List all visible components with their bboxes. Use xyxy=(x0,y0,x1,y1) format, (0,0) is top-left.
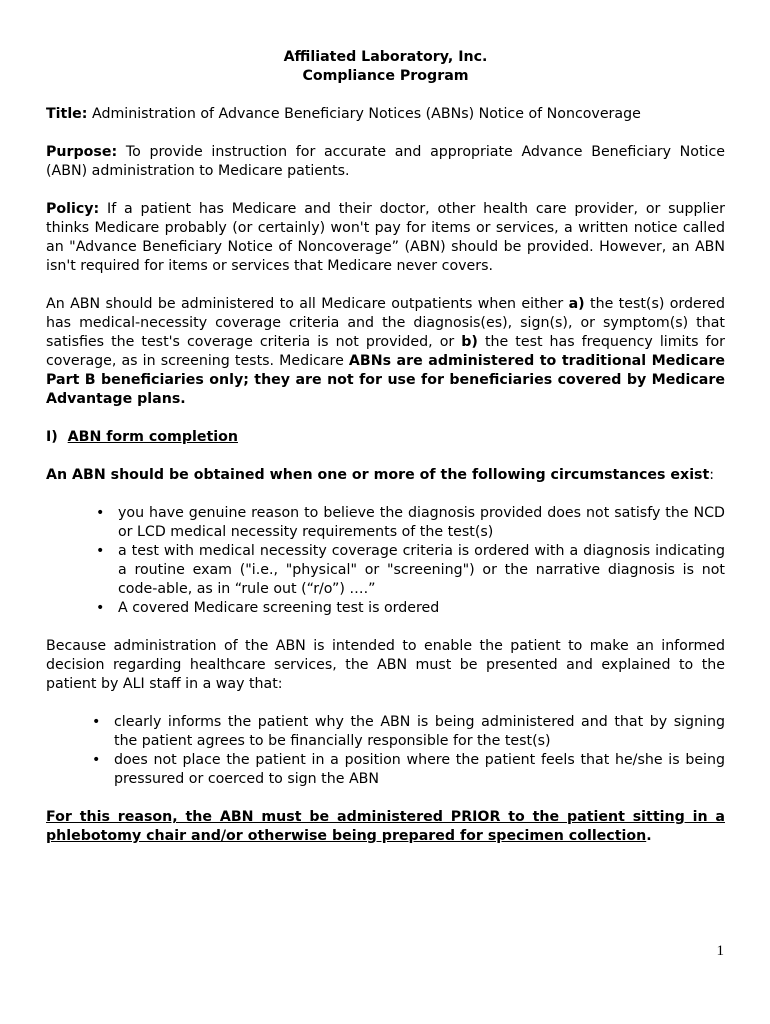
purpose-label: Purpose: xyxy=(46,144,118,160)
conclusion-period: . xyxy=(646,828,652,844)
abn-bold-text: ABNs are administered to traditional Medicare Part B beneficiaries only; they are not for use for beneficiaries covered by Medicare Advantage plans. xyxy=(46,353,726,407)
because-paragraph: Because administration of the ABN is intended to enable the patient to make an informed decision regarding healthcare services, the ABN must be presented and explained to the patient by ALI staff in a way that: xyxy=(46,638,725,692)
abn-text-1: An ABN should be administered to all Medicare outpatients when either xyxy=(46,296,564,312)
section-heading xyxy=(46,428,725,447)
abn-b-label: b) xyxy=(461,334,478,350)
section-number: I) xyxy=(46,429,58,445)
title-line xyxy=(46,105,725,124)
circumstances-colon: : xyxy=(709,467,715,483)
list-item: • A covered Medicare screening test is ordered xyxy=(118,599,725,618)
page-number: 1 xyxy=(716,943,724,959)
circumstances-list xyxy=(46,504,725,618)
abn-text-3: the test has frequency limits for coverage, as in screening tests. Medicare xyxy=(46,334,726,369)
title-label: Title: xyxy=(46,106,88,122)
title-text: Administration of Advance Beneficiary Notices (ABNs) Notice of Noncoverage xyxy=(92,106,641,122)
list-item: • a test with medical necessity coverage criteria is ordered with a diagnosis indicating a routine exam ("i.e., "physical" or "screening") or the narrative diagnosis is not code-able, as in “rule out (“r/o”) ….” xyxy=(118,542,725,599)
abn-a-label: a) xyxy=(568,296,585,312)
purpose-text: To provide instruction for accurate and appropriate Advance Beneficiary Notice (ABN) administration to Medicare patients. xyxy=(46,144,725,179)
abn-text-2: the test(s) ordered has medical-necessity coverage criteria and the diagnosis(es), sign(s), or symptom(s) that satisfies the test's coverage criteria is not provided, or xyxy=(46,296,725,350)
circumstances-lead xyxy=(46,466,725,485)
conclusion-paragraph xyxy=(46,808,725,846)
purpose-paragraph xyxy=(46,143,725,181)
org-name: Affiliated Laboratory, Inc. xyxy=(283,49,488,65)
policy-paragraph xyxy=(46,200,725,276)
manner-list xyxy=(46,713,725,789)
abn-paragraph xyxy=(46,295,725,409)
policy-label: Policy: xyxy=(46,201,100,217)
policy-text: If a patient has Medicare and their doctor, other health care provider, or supplier thinks Medicare probably (or certainly) won't pay for items or services, a written notice called an "Advance Beneficiary Notice of Noncoverage” (ABN) should be provided. However, an ABN isn't required for items or services that Medicare never covers. xyxy=(46,201,725,274)
list-item: • you have genuine reason to believe the diagnosis provided does not satisfy the NCD or LCD medical necessity requirements of the test(s) xyxy=(118,504,725,542)
circumstances-lead-bold: An ABN should be obtained when one or more of the following circumstances exist xyxy=(46,467,710,483)
section-title: ABN form completion xyxy=(67,429,238,445)
conclusion-text: For this reason, the ABN must be administered PRIOR to the patient sitting in a phlebotomy chair and/or otherwise being prepared for specimen collection xyxy=(46,809,725,844)
program-name: Compliance Program xyxy=(302,68,469,84)
list-item: • clearly informs the patient why the ABN is being administered and that by signing the patient agrees to be financially responsible for the test(s) xyxy=(114,713,725,751)
list-item: • does not place the patient in a position where the patient feels that he/she is being pressured or coerced to sign the ABN xyxy=(114,751,725,789)
